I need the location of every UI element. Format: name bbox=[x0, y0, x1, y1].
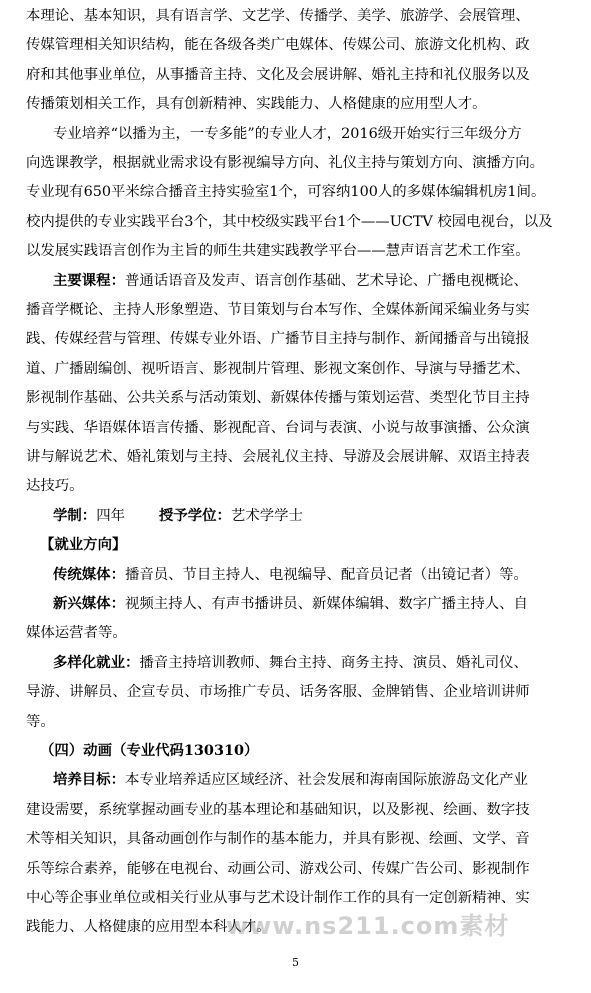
text-line: 传媒管理相关知识结构，能在各级各类广电媒体、传媒公司、旅游文化机构、政 bbox=[26, 37, 530, 54]
text-line: 建设需要，系统掌握动画专业的基本理论和基础知识，以及影视、绘画、数字技 bbox=[26, 801, 530, 818]
text-line: 术等相关知识，具备动画创作与制作的基本能力，并具有影视、绘画、文学、音 bbox=[26, 831, 530, 848]
degree-heading: 授予学位： bbox=[158, 506, 231, 524]
text-line: 府和其他事业单位，从事播音主持、文化及会展讲解、婚礼主持和礼仪服务以及 bbox=[26, 66, 530, 83]
traditional-media-text: 播音员、节目主持人、电视编导、配音员记者（出镜记者）等。 bbox=[124, 566, 528, 583]
new-media-heading: 新兴媒体： bbox=[53, 595, 125, 612]
text-line: 导游、讲解员、企宣专员、市场推广专员、话务客服、金牌销售、企业培训讲师 bbox=[26, 684, 530, 701]
text-line: 媒体运营者等。 bbox=[26, 625, 127, 642]
training-goal-line bbox=[53, 767, 576, 793]
text-line: 专业培养“以播为主，一专多能”的专业人才，2016级开始实行三年级分方 bbox=[53, 125, 522, 142]
section-heading: 【就业方向】 bbox=[40, 536, 127, 554]
training-goal-heading: 培养目标： bbox=[53, 771, 125, 789]
new-media-line bbox=[53, 591, 576, 617]
text-line: 讲与解说艺术、婚礼策划与主持、会展礼仪主持、导游及会展讲解、双语主持表 bbox=[26, 449, 530, 465]
text-line: 道、广播剧编创、视听语言、影视制片管理、影视文案创作、导演与导播艺术、 bbox=[26, 360, 530, 377]
text-line: 践、传媒经营与管理、传媒专业外语、广播节目主持与制作、新闻播音与出镜报 bbox=[26, 331, 530, 348]
text-line: 乐等综合素养，能够在电视台、动画公司、游戏公司、传媒广告公司、影视制作 bbox=[26, 860, 530, 877]
text-line: 专业现有650平米综合播音主持实验室1个，可容纳100人的多媒体编辑机房1间。 bbox=[26, 184, 546, 201]
text-line: 以发展实践语言创作为主旨的师生共建实践教学平台——慧声语言艺术工作室。 bbox=[26, 243, 530, 260]
text-line: 践能力、人格健康的应用型本科人才。 bbox=[26, 919, 271, 936]
courses-heading: 主要课程： bbox=[53, 271, 125, 289]
text-line: 中心等企事业单位或相关行业从事与艺术设计制作工作的具有一定创新精神、实 bbox=[26, 890, 530, 906]
section-heading: （四）动画（专业代码130310） bbox=[40, 742, 259, 759]
watermark: www.ns211.com素材 bbox=[226, 912, 510, 940]
text-line: 播音学概论、主持人形象塑造、节目策划与台本写作、全媒体新闻采编业务与实 bbox=[26, 302, 530, 318]
duration-value: 四年 bbox=[96, 507, 125, 524]
text-line: 校内提供的专业实践平台3个，其中校级实践平台1个——UCTV 校园电视台，以及 bbox=[26, 213, 553, 230]
text-line: 达技巧。 bbox=[26, 478, 84, 495]
traditional-media-line bbox=[53, 562, 576, 588]
text-line: 向选课教学，根据就业需求设有影视编导方向、礼仪主持与策划方向、演播方向。 bbox=[26, 155, 545, 171]
duration-heading: 学制： bbox=[53, 506, 97, 524]
courses-text: 普通话语音及发声、语言创作基础、艺术导论、广播电视概论、 bbox=[124, 272, 528, 289]
diverse-employment-line bbox=[53, 650, 576, 676]
text-line: 等。 bbox=[26, 713, 55, 730]
text-line: 传播策划相关工作，具有创新精神、实践能力、人格健康的应用型人才。 bbox=[26, 96, 487, 113]
new-media-text: 视频主持人、有声书播讲员、新媒体编辑、数字广播主持人、自 bbox=[124, 596, 528, 612]
text-line: 影视制作基础、公共关系与活动策划、新媒体传播与策划运营、类型化节目主持 bbox=[26, 390, 530, 407]
diverse-employment-text: 播音主持培训教师、舞台主持、商务主持、演员、婚礼司仪、 bbox=[139, 654, 528, 671]
text-line: 与实践、华语媒体语言传播、影视配音、台词与表演、小说与故事演播、公众演 bbox=[26, 419, 530, 436]
duration-degree-line bbox=[53, 503, 576, 529]
diverse-employment-heading: 多样化就业： bbox=[53, 653, 140, 671]
degree-value: 艺术学学士 bbox=[230, 507, 303, 524]
text-line: 本理论、基本知识，具有语言学、文艺学、传播学、美学、旅游学、会展管理、 bbox=[26, 8, 530, 24]
training-goal-text: 本专业培养适应区域经济、社会发展和海南国际旅游岛文化产业 bbox=[124, 772, 528, 789]
page-number: 5 bbox=[292, 956, 299, 969]
traditional-media-heading: 传统媒体： bbox=[53, 565, 125, 583]
courses-line bbox=[53, 268, 576, 294]
